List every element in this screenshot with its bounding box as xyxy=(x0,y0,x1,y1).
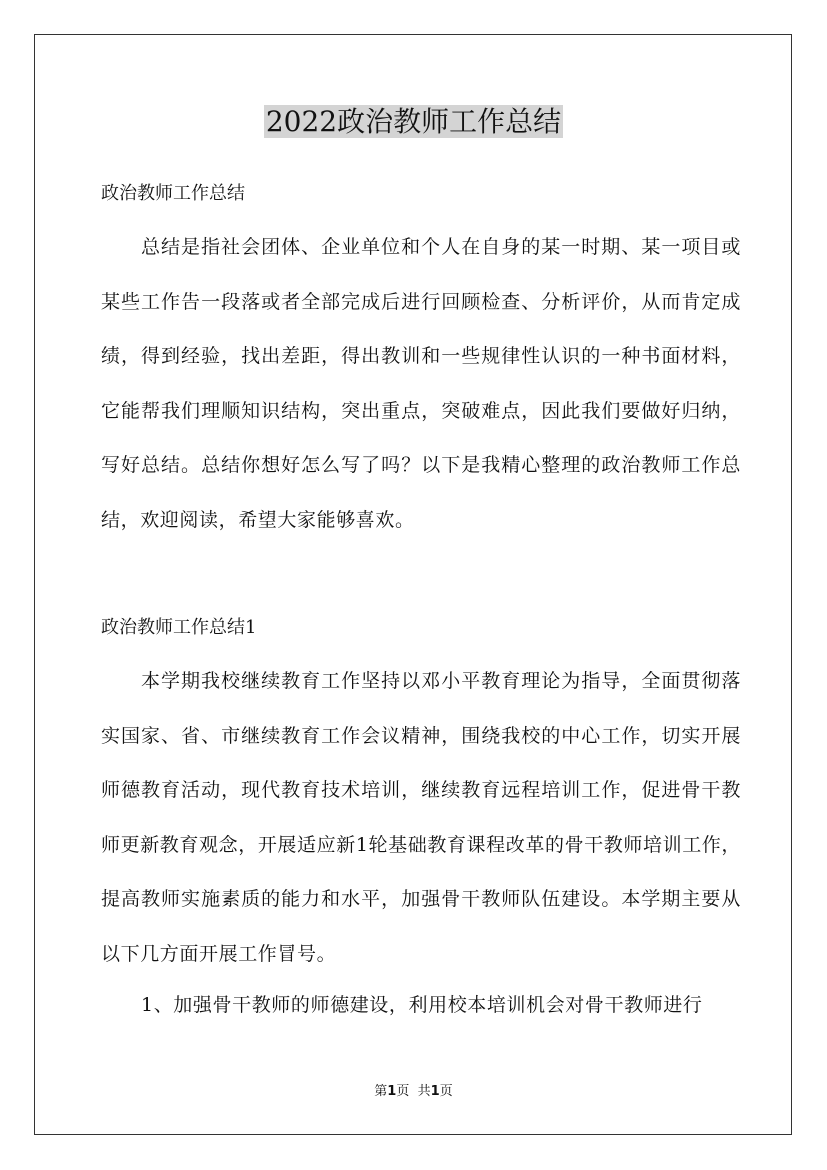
footer-total-prefix: 共 xyxy=(417,1084,431,1099)
page-footer xyxy=(0,1083,827,1101)
section-intro-heading: 政治教师工作总结 xyxy=(101,183,245,204)
footer-page-number: 1 xyxy=(387,1084,397,1099)
footer-total-suffix: 页 xyxy=(439,1084,453,1099)
document-title xyxy=(0,100,827,144)
section-1-heading: 政治教师工作总结1 xyxy=(101,617,257,638)
section-1-item-1: 1、加强骨干教师的师德建设，利用校本培训机会对骨干教师进行 xyxy=(141,994,703,1016)
footer-prefix: 第 xyxy=(374,1084,388,1099)
section-1-paragraph: 本学期我校继续教育工作坚持以邓小平教育理论为指导，全面贯彻落实国家、省、市继续教育工作会议精神，围绕我校的中心工作，切实开展师德教育活动，现代教育技术培训，继续教育远程培训工作，促进骨干教师更新教育观念，开展适应新1轮基础教育课程改革的骨干教师培训工作，提高教师实施素质的能力和水平，加强骨干教师队伍建设。本学期主要从以下几方面开展工作冒号。 xyxy=(101,670,741,965)
document-title-text: 2022政治教师工作总结 xyxy=(265,105,562,138)
footer-page-suffix: 页 xyxy=(396,1084,410,1099)
footer-total-pages: 1 xyxy=(430,1084,440,1099)
intro-paragraph: 总结是指社会团体、企业单位和个人在自身的某一时期、某一项目或某些工作告一段落或者全部完成后进行回顾检查、分析评价，从而肯定成绩，得到经验，找出差距，得出教训和一些规律性认识的一种书面材料，它能帮我们理顺知识结构，突出重点，突破难点，因此我们要做好归纳，写好总结。总结你想好怎么写了吗？以下是我精心整理的政治教师工作总结，欢迎阅读，希望大家能够喜欢。 xyxy=(101,236,741,531)
